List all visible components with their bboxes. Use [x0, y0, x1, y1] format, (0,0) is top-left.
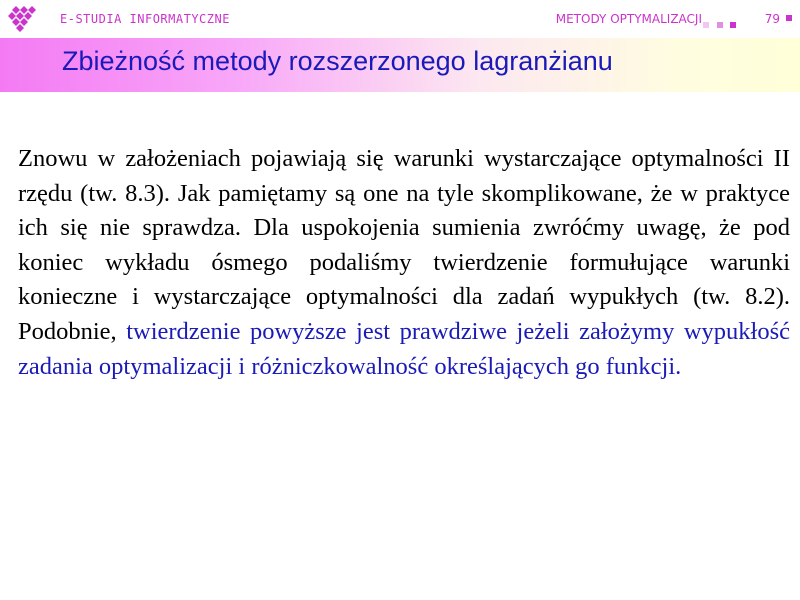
- course-name: METODY OPTYMALIZACJI: [555, 12, 702, 26]
- square-end-icon: [786, 15, 792, 21]
- header-top-bar: [0, 0, 800, 38]
- square-dark-icon: [730, 22, 736, 28]
- brand-name: E-STUDIA INFORMATYCZNE: [60, 12, 230, 26]
- page-number: 79: [764, 12, 780, 26]
- slide-header: [0, 0, 800, 92]
- paragraph-plain-text: Znowu w założeniach pojawiają się warunki wystarczające optymalności II rzędu (tw. 8.3). Jak pamiętamy są one na tyle skomplikowane, że w praktyce ich się nie sprawdza. Dla uspokojenia sumienia zwróćmy uwagę, że pod koniec wykładu ósmego podaliśmy twierdzenie formułujące warunki konieczne i wystarczające optymalności dla zadań wypukłych (tw. 8.2). Podobnie,: [18, 145, 790, 345]
- square-light-icon: [703, 22, 709, 28]
- square-medium-icon: [717, 22, 723, 28]
- paragraph-highlight-text: twierdzenie powyższe jest prawdziwe jeżeli założymy wypukłość zadania optymalizacji i różniczkowalność określających go funkcji.: [18, 317, 790, 380]
- progress-squares: [700, 15, 736, 25]
- slide-paragraph: [18, 142, 790, 384]
- slide-title: Zbieżność metody rozszerzonego lagranżianu: [62, 46, 613, 76]
- diamond-grid-logo-icon: [6, 4, 44, 32]
